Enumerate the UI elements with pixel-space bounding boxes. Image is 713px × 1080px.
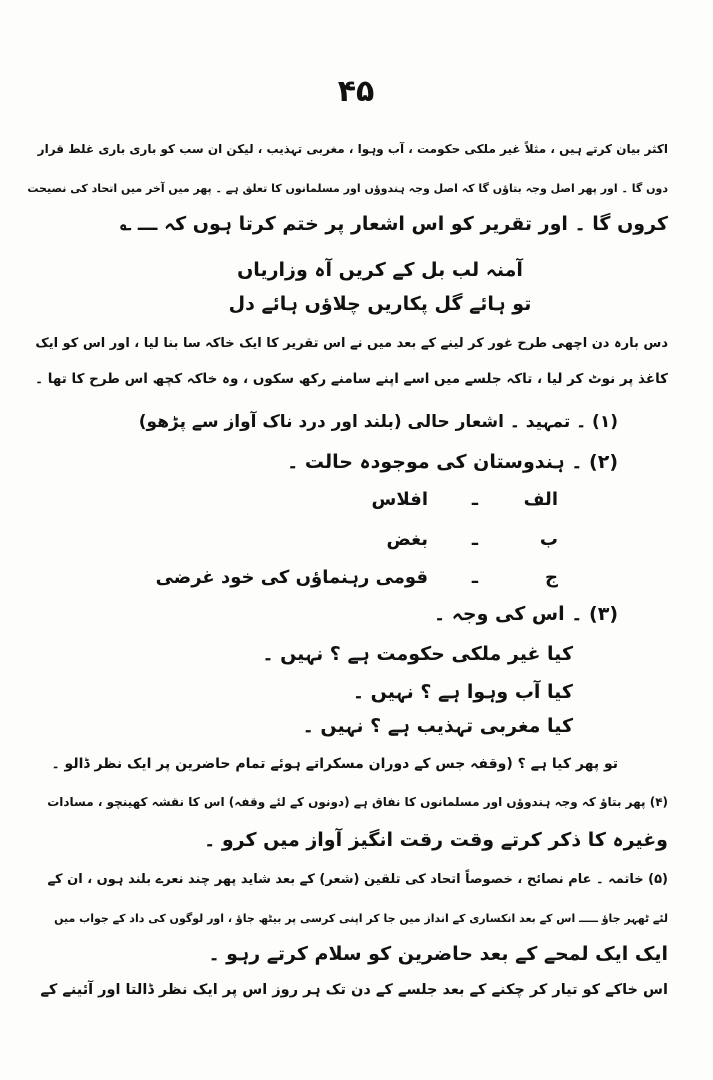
outline-subitem-value: قومی رہنماؤں کی خود غرضی (155, 567, 428, 588)
outline-item-4-line-1: (۴) پھر بتاؤ کہ وجہ ہندوؤں اور مسلمانوں کا نفاق ہے (دونوں کے لئے وقفہ) اس کا نقشہ کھینچو ، مسادات (47, 795, 668, 809)
outline-item-4-line-2: وغیرہ کا ذکر کرتے وقت رقت انگیز آواز میں کرو ۔ (204, 829, 668, 851)
question-3: کیا مغربی تہذیب ہے ؟ نہیں ۔ (302, 715, 573, 737)
outline-item-3: (۳) ۔ اس کی وجہ ۔ (434, 603, 618, 625)
outline-item-5-line-3: ایک ایک لمحے کے بعد حاضرین کو سلام کرتے رہو ۔ (208, 943, 668, 965)
outline-subitem-value: افلاس (371, 489, 428, 510)
outline-subitem-value: بغض (386, 529, 428, 550)
outline-item-2: (۲) ۔ ہندوستان کی موجودہ حالت ۔ (287, 451, 618, 473)
question-2: کیا آب وہوا ہے ؟ نہیں ۔ (352, 681, 573, 703)
paragraph1-line-3: کروں گا ۔ اور تقریر کو اس اشعار پر ختم کرتا ہوں کہ ـــ ؎ (120, 213, 668, 235)
outline-subitem-dash: ـ (471, 489, 478, 510)
verse-line-1: آمنہ لب بل کے کریں آہ وزاریاں (237, 259, 523, 281)
verse-line-2: تو ہائے گل پکاریں چلاؤں ہائے دل (228, 293, 532, 315)
outline-item-5-line-1: (۵) خاتمہ ۔ عام نصائح ، خصوصاً اتحاد کی تلقین (شعر) کے بعد شاید پھر چند نعرے بلند ہوں ، ان کے (47, 872, 668, 887)
closing-line: اس خاکے کو تیار کر چکنے کے بعد جلسے کے دن تک ہر روز اس پر ایک نظر ڈالتا اور آئینے کے (40, 982, 668, 998)
paragraph1-line-1: اکثر بیان کرتے ہیں ، مثلاً غیر ملکی حکومت ، آب وہوا ، مغربی تہذیب ، لیکن ان سب کو باری باری غلط قرار (37, 142, 668, 156)
question-1: کیا غیر ملکی حکومت ہے ؟ نہیں ۔ (262, 643, 573, 665)
outline-subitem-key: ب (539, 529, 558, 550)
outline-item-5-line-2: لئے ٹھہر جاؤ ـــــ اس کے بعد انکساری کے انداز میں جا کر اپنی کرسی پر بیٹھ جاؤ ، اور لوگوں کی داد کے جواب میں (54, 912, 668, 925)
outline-subitem-dash: ـ (471, 567, 478, 588)
outline-after-questions: تو پھر کیا ہے ؟ (وقفہ جس کے دوران مسکراتے ہوئے تمام حاضرین پر ایک نظر ڈالو ۔ (51, 756, 618, 772)
paragraph1-line-2: دوں گا ۔ اور پھر اصل وجہ بتاؤں گا کہ اصل وجہ ہندوؤں اور مسلمانوں کا تعلق ہے ۔ پھر میں آخر میں اتحاد کی نصیحت (27, 182, 668, 195)
paragraph2-line-1: دس بارہ دن اچھی طرح غور کر لینے کے بعد میں نے اس تقریر کا ایک خاکہ سا بنا لیا ، اور اس کو ایک (35, 336, 668, 351)
page-number: ۴۵ (337, 74, 375, 109)
outline-item-1: (۱) ۔ تمہید ۔ اشعار حالی (بلند اور درد ناک آواز سے پڑھو) (138, 412, 618, 432)
outline-subitem-key: الف (523, 489, 558, 510)
paragraph2-line-2: کاغذ پر نوٹ کر لیا ، تاکہ جلسے میں اسے اپنے سامنے رکھ سکوں ، وہ خاکہ کچھ اس طرح کا تھا ۔ (35, 371, 668, 387)
outline-subitem-dash: ـ (471, 529, 478, 550)
outline-subitem-key: ج (545, 567, 558, 588)
